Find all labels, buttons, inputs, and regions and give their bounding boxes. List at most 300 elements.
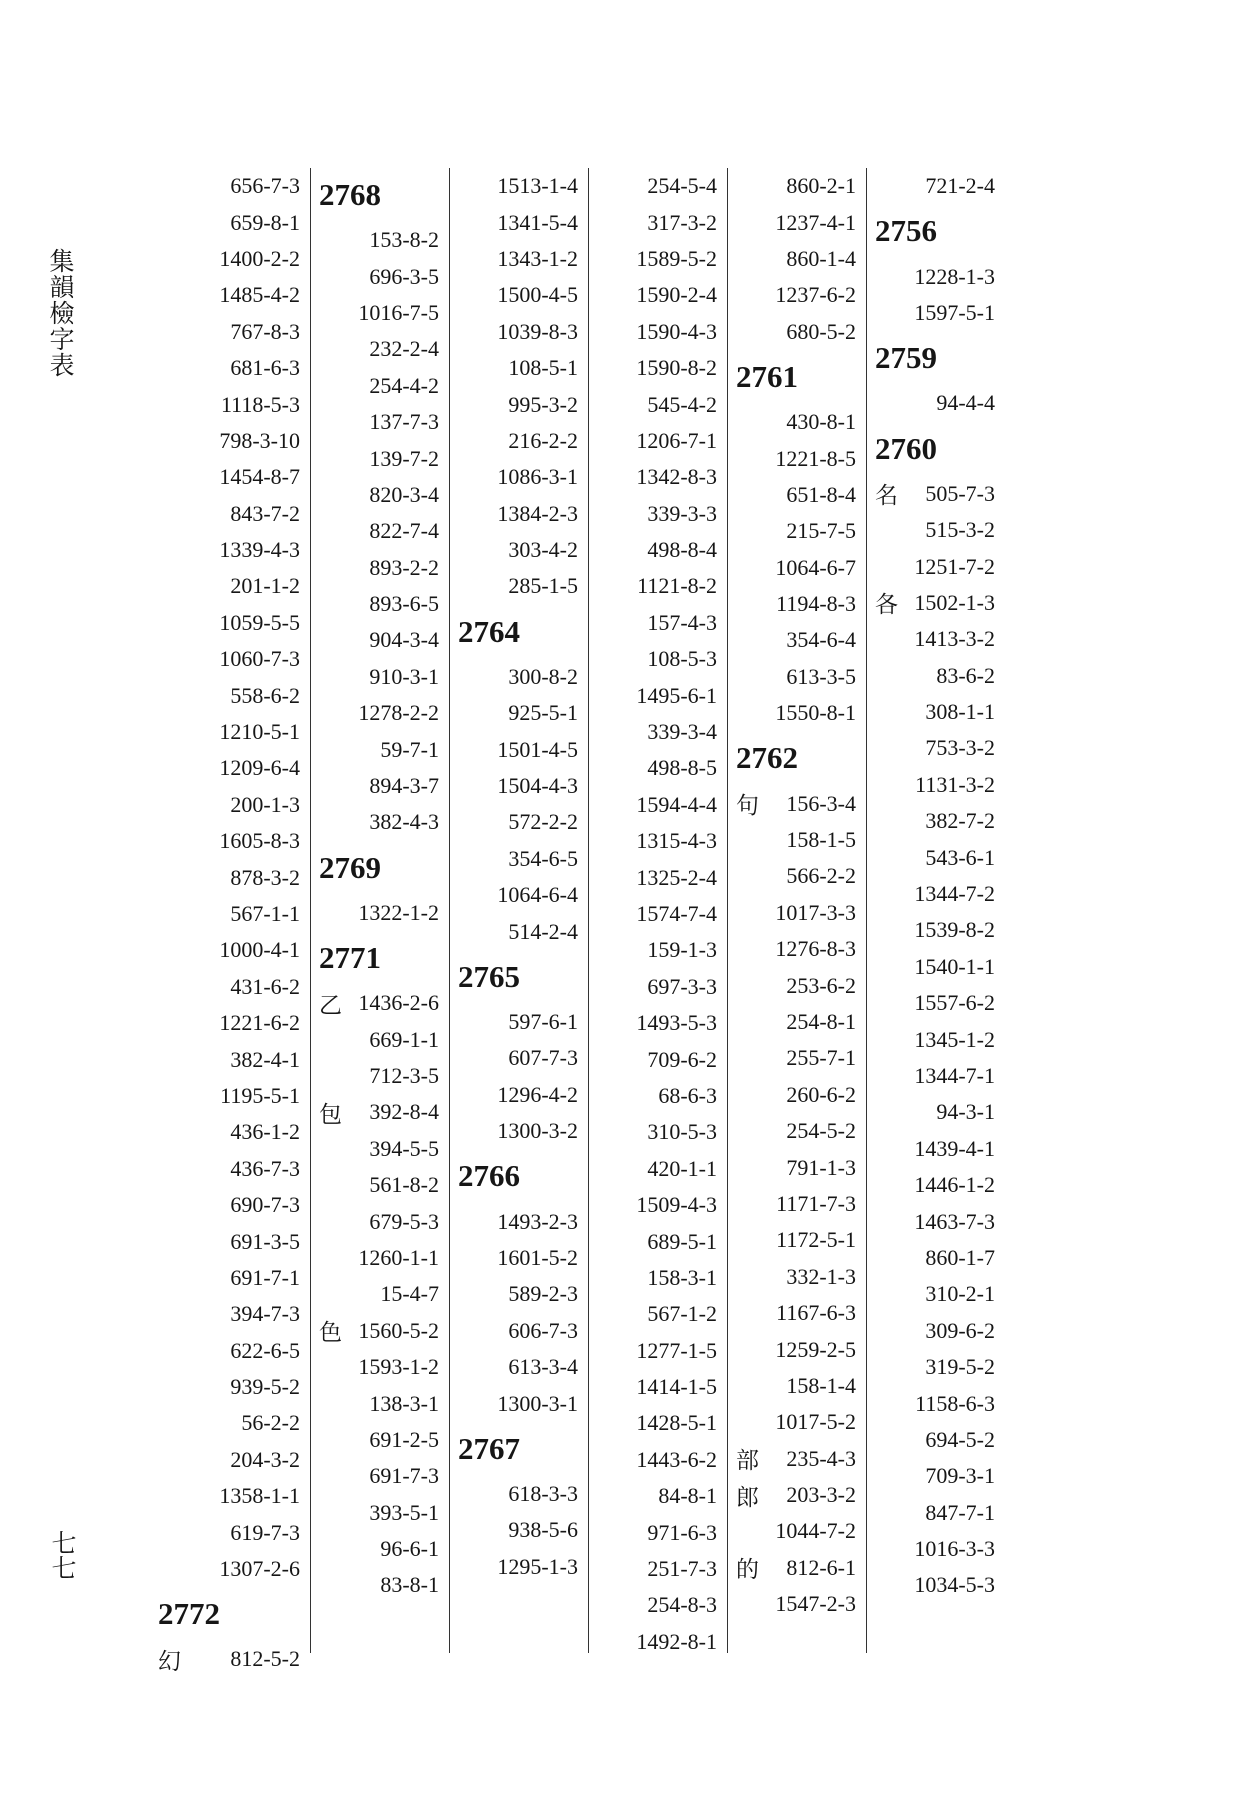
index-entry xyxy=(317,659,449,695)
index-entry xyxy=(734,659,866,695)
index-entry xyxy=(595,1514,727,1550)
entry-reference: 1325-2-4 xyxy=(636,864,717,890)
entry-reference: 691-3-5 xyxy=(230,1228,300,1254)
entry-reference: 753-3-2 xyxy=(925,735,995,761)
index-entry xyxy=(734,785,866,821)
entry-reference: 1276-8-3 xyxy=(775,936,856,962)
entry-reference: 798-3-10 xyxy=(219,427,300,453)
entry-reference: 597-6-1 xyxy=(508,1009,578,1034)
entry-reference: 1594-4-4 xyxy=(636,791,717,817)
index-entry xyxy=(156,1223,310,1259)
entry-reference: 1539-8-2 xyxy=(914,917,995,943)
entry-reference: 83-8-1 xyxy=(380,1572,439,1598)
index-entry xyxy=(595,823,727,859)
entry-reference: 1131-3-2 xyxy=(915,771,995,797)
entry-reference: 561-8-2 xyxy=(369,1172,439,1198)
entry-reference: 108-5-3 xyxy=(647,646,717,672)
entry-reference: 558-6-2 xyxy=(230,682,300,708)
entry-reference: 157-4-3 xyxy=(647,609,717,635)
entry-reference: 572-2-2 xyxy=(508,809,578,835)
entry-reference: 204-3-2 xyxy=(230,1446,300,1472)
entry-reference: 709-3-1 xyxy=(925,1463,995,1489)
index-entry xyxy=(156,423,310,459)
entry-reference: 159-1-3 xyxy=(647,937,717,963)
entry-reference: 607-7-3 xyxy=(508,1045,578,1071)
index-entry xyxy=(595,1478,727,1514)
index-entry xyxy=(456,1077,588,1113)
entry-reference: 1194-8-3 xyxy=(776,591,856,617)
entry-reference: 1300-3-1 xyxy=(497,1390,578,1416)
index-column xyxy=(866,168,1005,1653)
index-entry xyxy=(317,258,449,294)
index-entry xyxy=(156,787,310,823)
entry-character: 乙 xyxy=(319,992,342,1019)
entry-reference: 1237-4-1 xyxy=(775,209,856,235)
index-entry xyxy=(595,1333,727,1369)
entry-reference: 1513-1-4 xyxy=(497,173,578,199)
index-entry xyxy=(734,1222,866,1258)
entry-reference: 1171-7-3 xyxy=(776,1190,856,1216)
entry-reference: 893-6-5 xyxy=(369,591,439,617)
index-column xyxy=(727,168,866,1653)
index-entry xyxy=(873,295,1005,331)
index-entry xyxy=(734,204,866,240)
entry-reference: 1509-4-3 xyxy=(636,1192,717,1218)
index-entry xyxy=(873,1567,1005,1603)
index-entry xyxy=(317,622,449,658)
index-entry xyxy=(873,168,1005,204)
index-entry xyxy=(734,404,866,440)
entry-reference: 1493-2-3 xyxy=(497,1208,578,1234)
index-entry xyxy=(317,1203,449,1239)
entry-reference: 300-8-2 xyxy=(508,663,578,689)
entry-reference: 108-5-1 xyxy=(508,355,578,381)
entry-reference: 1300-3-2 xyxy=(497,1118,578,1144)
entry-reference: 860-1-7 xyxy=(925,1244,995,1270)
entry-reference: 691-7-3 xyxy=(369,1463,439,1489)
index-entry xyxy=(734,1368,866,1404)
index-entry xyxy=(595,496,727,532)
entry-reference: 619-7-3 xyxy=(230,1519,300,1545)
index-entry xyxy=(595,1187,727,1223)
index-entry xyxy=(734,967,866,1003)
entry-reference: 1605-8-3 xyxy=(219,828,300,854)
index-entry xyxy=(595,1369,727,1405)
index-entry xyxy=(873,585,1005,621)
entry-reference: 1059-5-5 xyxy=(219,609,300,635)
entry-reference: 1259-2-5 xyxy=(775,1336,856,1362)
entry-reference: 910-3-1 xyxy=(369,663,439,689)
index-entry xyxy=(317,440,449,476)
index-entry xyxy=(873,730,1005,766)
entry-reference: 1344-7-2 xyxy=(914,881,995,907)
index-entry xyxy=(873,1313,1005,1349)
index-entry xyxy=(156,1333,310,1369)
index-entry xyxy=(156,605,310,641)
entry-reference: 1590-4-3 xyxy=(636,318,717,344)
index-entry xyxy=(734,1186,866,1222)
entry-reference: 430-8-1 xyxy=(786,409,856,435)
index-entry xyxy=(734,695,866,731)
entry-reference: 721-2-4 xyxy=(925,173,995,199)
entry-reference: 1463-7-3 xyxy=(914,1208,995,1234)
index-entry xyxy=(456,1349,588,1385)
index-entry xyxy=(456,1313,588,1349)
section-number: 2767 xyxy=(458,1430,520,1466)
entry-reference: 1167-6-3 xyxy=(776,1300,856,1326)
index-entry xyxy=(456,1549,588,1585)
index-entry xyxy=(734,513,866,549)
entry-reference: 679-5-3 xyxy=(369,1208,439,1234)
entry-reference: 1158-6-3 xyxy=(915,1390,995,1416)
index-entry xyxy=(317,1021,449,1057)
index-entry xyxy=(734,440,866,476)
index-entry xyxy=(156,641,310,677)
section-number: 2760 xyxy=(875,430,937,466)
index-entry xyxy=(734,1295,866,1331)
entry-reference: 995-3-2 xyxy=(508,391,578,417)
index-entry xyxy=(873,1531,1005,1567)
entry-reference: 394-5-5 xyxy=(369,1135,439,1161)
entry-reference: 1413-3-2 xyxy=(914,626,995,652)
index-entry xyxy=(734,1077,866,1113)
index-entry xyxy=(595,168,727,204)
entry-reference: 878-3-2 xyxy=(230,864,300,890)
index-entry xyxy=(317,1167,449,1203)
index-entry xyxy=(156,932,310,968)
index-entry xyxy=(595,277,727,313)
index-entry xyxy=(595,459,727,495)
index-entry xyxy=(156,896,310,932)
entry-reference: 309-6-2 xyxy=(925,1317,995,1343)
index-entry xyxy=(595,932,727,968)
entry-reference: 251-7-3 xyxy=(647,1556,717,1582)
index-entry xyxy=(873,476,1005,512)
entry-reference: 812-5-2 xyxy=(230,1646,300,1672)
index-entry xyxy=(595,677,727,713)
entry-reference: 1454-8-7 xyxy=(219,464,300,490)
index-entry xyxy=(873,621,1005,657)
entry-reference: 1221-6-2 xyxy=(219,1010,300,1036)
index-entry xyxy=(595,1296,727,1332)
index-entry xyxy=(156,750,310,786)
entry-reference: 606-7-3 xyxy=(508,1317,578,1343)
entry-reference: 1601-5-2 xyxy=(497,1244,578,1270)
entry-reference: 1436-2-6 xyxy=(358,990,439,1016)
index-entry xyxy=(734,477,866,513)
entry-reference: 393-5-1 xyxy=(369,1499,439,1525)
index-entry xyxy=(456,241,588,277)
entry-reference: 1064-6-7 xyxy=(775,554,856,580)
entry-reference: 696-3-5 xyxy=(369,263,439,289)
section-number: 2762 xyxy=(736,740,798,776)
entry-reference: 394-7-3 xyxy=(230,1301,300,1327)
index-entry xyxy=(734,1404,866,1440)
index-entry xyxy=(456,423,588,459)
entry-reference: 200-1-3 xyxy=(230,791,300,817)
index-entry xyxy=(156,969,310,1005)
entry-reference: 618-3-3 xyxy=(508,1480,578,1506)
entry-reference: 681-6-3 xyxy=(230,355,300,381)
index-column xyxy=(588,168,727,1653)
entry-reference: 1016-7-5 xyxy=(358,299,439,325)
entry-reference: 1341-5-4 xyxy=(497,209,578,235)
index-entry xyxy=(873,694,1005,730)
entry-reference: 1560-5-2 xyxy=(358,1317,439,1343)
entry-reference: 1322-1-2 xyxy=(358,899,439,925)
entry-reference: 694-5-2 xyxy=(925,1426,995,1452)
index-entry xyxy=(156,1005,310,1041)
index-entry xyxy=(873,258,1005,294)
entry-reference: 1017-3-3 xyxy=(775,899,856,925)
entry-reference: 254-4-2 xyxy=(369,372,439,398)
entry-character: 名 xyxy=(875,483,898,510)
index-entry xyxy=(456,314,588,350)
index-entry xyxy=(873,1021,1005,1057)
index-entry xyxy=(317,550,449,586)
entry-reference: 680-5-2 xyxy=(786,318,856,344)
index-entry xyxy=(456,459,588,495)
index-entry xyxy=(595,969,727,1005)
entry-reference: 15-4-7 xyxy=(380,1281,439,1307)
entry-character: 色 xyxy=(319,1320,342,1347)
entry-reference: 1495-6-1 xyxy=(636,682,717,708)
entry-reference: 515-3-2 xyxy=(925,517,995,543)
entry-reference: 56-2-2 xyxy=(241,1410,300,1436)
entry-reference: 1086-3-1 xyxy=(497,464,578,490)
entry-reference: 1540-1-1 xyxy=(914,953,995,979)
entry-reference: 317-3-2 xyxy=(647,209,717,235)
entry-reference: 308-1-1 xyxy=(925,699,995,725)
index-entry xyxy=(156,204,310,240)
index-entry xyxy=(873,1203,1005,1239)
entry-reference: 1034-5-3 xyxy=(914,1572,995,1598)
entry-reference: 254-5-2 xyxy=(786,1118,856,1144)
entry-reference: 1493-5-3 xyxy=(636,1010,717,1036)
index-entry xyxy=(734,1113,866,1149)
index-entry xyxy=(456,1276,588,1312)
index-entry xyxy=(317,1058,449,1094)
index-entry xyxy=(156,1114,310,1150)
index-entry xyxy=(317,586,449,622)
entry-reference: 843-7-2 xyxy=(230,500,300,526)
index-entry xyxy=(734,1149,866,1185)
entry-reference: 1339-4-3 xyxy=(219,537,300,563)
entry-character: 句 xyxy=(736,793,759,820)
entry-reference: 1547-2-3 xyxy=(775,1591,856,1617)
entry-reference: 382-7-2 xyxy=(925,808,995,834)
index-entry xyxy=(156,1551,310,1587)
index-entry xyxy=(156,241,310,277)
index-entry xyxy=(873,1385,1005,1421)
entry-reference: 1195-5-1 xyxy=(220,1082,300,1108)
index-entry xyxy=(734,168,866,204)
entry-reference: 201-1-2 xyxy=(230,573,300,599)
entry-reference: 216-2-2 xyxy=(508,427,578,453)
entry-reference: 158-1-4 xyxy=(786,1372,856,1398)
entry-reference: 253-6-2 xyxy=(786,972,856,998)
entry-reference: 1295-1-3 xyxy=(497,1553,578,1579)
entry-reference: 420-1-1 xyxy=(647,1155,717,1181)
entry-reference: 1064-6-4 xyxy=(497,882,578,908)
entry-reference: 1342-8-3 xyxy=(636,464,717,490)
index-entry xyxy=(456,659,588,695)
entry-reference: 656-7-3 xyxy=(230,173,300,199)
index-entry xyxy=(456,1203,588,1239)
index-entry xyxy=(317,513,449,549)
index-entry xyxy=(156,568,310,604)
index-entry xyxy=(156,1296,310,1332)
index-entry xyxy=(456,204,588,240)
index-entry xyxy=(734,241,866,277)
index-entry xyxy=(156,532,310,568)
section-number: 2766 xyxy=(458,1158,520,1194)
index-entry xyxy=(317,1385,449,1421)
entry-reference: 1414-1-5 xyxy=(636,1374,717,1400)
entry-reference: 436-1-2 xyxy=(230,1119,300,1145)
entry-reference: 498-8-5 xyxy=(647,755,717,781)
entry-reference: 1358-1-1 xyxy=(219,1483,300,1509)
index-entry xyxy=(734,931,866,967)
entry-reference: 567-1-2 xyxy=(647,1301,717,1327)
index-entry xyxy=(456,695,588,731)
entry-reference: 1296-4-2 xyxy=(497,1081,578,1107)
entry-reference: 319-5-2 xyxy=(925,1354,995,1380)
index-entry xyxy=(156,386,310,422)
entry-reference: 1384-2-3 xyxy=(497,500,578,526)
index-entry xyxy=(156,823,310,859)
index-entry xyxy=(873,1349,1005,1385)
index-entry xyxy=(873,1276,1005,1312)
index-entry xyxy=(317,985,449,1021)
entry-reference: 59-7-1 xyxy=(380,736,439,762)
index-entry xyxy=(156,459,310,495)
entry-reference: 436-7-3 xyxy=(230,1155,300,1181)
entry-reference: 156-3-4 xyxy=(786,790,856,816)
index-entry xyxy=(873,839,1005,875)
index-entry xyxy=(595,859,727,895)
entry-reference: 709-6-2 xyxy=(647,1046,717,1072)
entry-reference: 1428-5-1 xyxy=(636,1410,717,1436)
index-entry xyxy=(734,1550,866,1586)
entry-reference: 260-6-2 xyxy=(786,1081,856,1107)
index-entry xyxy=(734,1441,866,1477)
entry-character: 幻 xyxy=(158,1648,181,1675)
entry-character: 部 xyxy=(736,1448,759,1475)
index-entry xyxy=(456,1040,588,1076)
entry-reference: 860-2-1 xyxy=(786,173,856,199)
entry-reference: 215-7-5 xyxy=(786,518,856,544)
entry-reference: 847-7-1 xyxy=(925,1499,995,1525)
index-entry xyxy=(595,1005,727,1041)
entry-reference: 669-1-1 xyxy=(369,1026,439,1052)
index-entry xyxy=(317,295,449,331)
index-entry xyxy=(156,1078,310,1114)
index-entry xyxy=(317,804,449,840)
index-entry xyxy=(595,1223,727,1259)
entry-character: 的 xyxy=(736,1557,759,1584)
entry-reference: 971-6-3 xyxy=(647,1519,717,1545)
index-entry xyxy=(317,895,449,931)
index-entry xyxy=(595,1551,727,1587)
index-entry xyxy=(873,548,1005,584)
entry-reference: 1017-5-2 xyxy=(775,1409,856,1435)
index-entry xyxy=(317,222,449,258)
entry-reference: 1315-4-3 xyxy=(636,828,717,854)
entry-reference: 925-5-1 xyxy=(508,700,578,726)
entry-reference: 659-8-1 xyxy=(230,209,300,235)
index-entry xyxy=(734,1513,866,1549)
entry-reference: 689-5-1 xyxy=(647,1228,717,1254)
entry-reference: 1121-8-2 xyxy=(637,573,717,599)
entry-reference: 1593-1-2 xyxy=(358,1354,439,1380)
entry-reference: 285-1-5 xyxy=(508,573,578,599)
index-entry xyxy=(595,787,727,823)
entry-reference: 339-3-3 xyxy=(647,500,717,526)
entry-reference: 613-3-5 xyxy=(786,663,856,689)
entry-reference: 820-3-4 xyxy=(369,481,439,507)
section-number: 2769 xyxy=(319,849,381,885)
entry-reference: 1277-1-5 xyxy=(636,1337,717,1363)
index-entry xyxy=(456,277,588,313)
index-entry xyxy=(317,1276,449,1312)
entry-reference: 1060-7-3 xyxy=(219,646,300,672)
entry-reference: 651-8-4 xyxy=(786,481,856,507)
entry-reference: 139-7-2 xyxy=(369,445,439,471)
index-entry xyxy=(317,404,449,440)
index-entry xyxy=(156,1041,310,1077)
index-entry xyxy=(873,767,1005,803)
entry-character: 包 xyxy=(319,1101,342,1128)
entry-reference: 1000-4-1 xyxy=(219,937,300,963)
index-entry xyxy=(156,496,310,532)
entry-reference: 1343-1-2 xyxy=(497,245,578,271)
entry-reference: 1016-3-3 xyxy=(914,1536,995,1562)
section-number: 2764 xyxy=(458,613,520,649)
entry-reference: 543-6-1 xyxy=(925,844,995,870)
index-entry xyxy=(317,1349,449,1385)
index-entry xyxy=(734,550,866,586)
index-entry xyxy=(156,1260,310,1296)
index-column xyxy=(310,168,449,1653)
section-number: 2759 xyxy=(875,340,937,376)
index-entry xyxy=(317,768,449,804)
section-number: 2768 xyxy=(319,177,381,212)
index-entry xyxy=(595,896,727,932)
entry-reference: 822-7-4 xyxy=(369,518,439,544)
index-entry xyxy=(456,1476,588,1512)
index-entry xyxy=(156,314,310,350)
entry-reference: 939-5-2 xyxy=(230,1374,300,1400)
entry-reference: 1492-8-1 xyxy=(636,1628,717,1654)
entry-reference: 812-6-1 xyxy=(786,1554,856,1580)
page-number: 七七 xyxy=(48,1530,77,1580)
index-entry xyxy=(456,841,588,877)
entry-reference: 1210-5-1 xyxy=(219,719,300,745)
entry-reference: 254-8-3 xyxy=(647,1592,717,1618)
index-entry xyxy=(734,1586,866,1622)
index-entry xyxy=(317,331,449,367)
entry-reference: 1557-6-2 xyxy=(914,990,995,1016)
entry-reference: 1206-7-1 xyxy=(636,427,717,453)
index-entry xyxy=(734,314,866,350)
index-entry xyxy=(595,204,727,240)
index-entry xyxy=(317,477,449,513)
entry-character: 各 xyxy=(875,592,898,619)
entry-reference: 138-3-1 xyxy=(369,1390,439,1416)
entry-reference: 158-3-1 xyxy=(647,1264,717,1290)
index-entry xyxy=(456,568,588,604)
